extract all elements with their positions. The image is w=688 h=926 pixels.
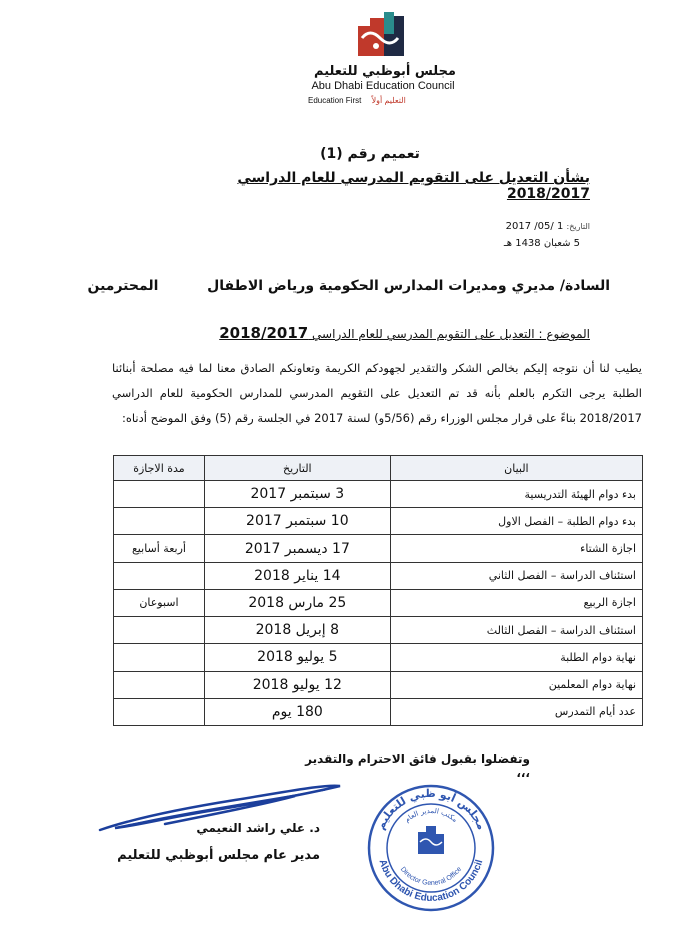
header-date: التاريخ [204,456,390,481]
header-duration: مدة الاجازة [114,456,205,481]
cell-date: 180 يوم [204,698,390,725]
closing-line: وتفضلوا بقبول فائق الاحترام والتقدير ،،، [305,752,530,780]
cell-date: 8 إبريل 2018 [204,617,390,644]
cell-duration [114,644,205,671]
cell-date: 10 سبتمبر 2017 [204,508,390,535]
table-header-row [114,456,643,481]
svg-text:Director General Office [399,866,463,887]
calendar-table [113,455,643,726]
table-row [114,508,643,535]
stamp-inner-arabic: مكتب المدير العام [403,806,459,824]
cell-statement: بدء دوام الطلبة – الفصل الاول [390,508,642,535]
cell-duration [114,562,205,589]
cell-statement: اجازة الشتاء [390,535,642,562]
official-stamp [366,778,496,918]
svg-text:مكتب المدير العام [403,807,459,824]
table-row [114,481,643,508]
cell-duration [114,481,205,508]
table-row [114,562,643,589]
table-row [114,644,643,671]
date-hijri: 5 شعبان 1438 هـ [503,238,580,249]
cell-duration [114,671,205,698]
cell-statement: استئناف الدراسة – الفصل الثالث [390,617,642,644]
stamp-outer-english: Abu Dhabi Education Council [376,858,486,905]
motto [308,96,468,105]
adec-logo [340,8,420,64]
table-row [114,617,643,644]
body-paragraph: يطيب لنا أن نتوجه إليكم بخالص الشكر والتقدير لجهودكم الكريمة وتعاونكم الصادق معنا لما فيه مصلحة أبنائنا الطلبة يرجى التكرم بالعلم بأنه قد تم التعديل على التقويم المدرسي للمدارس الحكومية للعام الدراسي 2018/2017 بناءً على قرار مجلس الوزراء رقم (5/56و) لسنة 2017 في الجلسة رقم (5) وفق الموضح أدناه: [112,361,642,425]
table-row [114,671,643,698]
cell-duration [114,698,205,725]
cell-duration [114,508,205,535]
circular-subject: بشأن التعديل على التقويم المدرسي للعام الدراسي 2018/2017 [237,170,590,202]
motto-english: Education First [308,96,362,105]
cell-statement: نهاية دوام المعلمين [390,671,642,698]
date-gregorian-value: 1 /05/ 2017 [505,221,564,232]
sender-name: د. علي راشد النعيمي [196,821,320,835]
cell-date: 14 يناير 2018 [204,562,390,589]
council-name-arabic: مجلس أبوظبي للتعليم [314,64,456,79]
stamp-inner-english: Director General Office [398,865,464,888]
cell-date: 17 ديسمبر 2017 [204,535,390,562]
table-row [114,589,643,616]
cell-date: 25 مارس 2018 [204,589,390,616]
cell-date: 12 يوليو 2018 [204,671,390,698]
date-gregorian [440,221,590,232]
subject-year: 2018/2017 [219,324,309,342]
circular-number: تعميم رقم (1) [320,146,420,162]
subject-text: الموضوع : التعديل على التقويم المدرسي للعام الدراسي [312,327,590,341]
stamp-emblem-icon [418,826,444,854]
cell-statement: بدء دوام الهيئة التدريسية [390,481,642,508]
table-row [114,535,643,562]
cell-statement: عدد أيام التمدرس [390,698,642,725]
addressee: السادة/ مديري ومديرات المدارس الحكومية ورياض الاطفال المحترمين [87,278,610,294]
table-row [114,698,643,725]
cell-duration: أربعة أسابيع [114,535,205,562]
cell-duration [114,617,205,644]
date-label: التاريخ: [566,222,590,231]
cell-statement: استئناف الدراسة – الفصل الثاني [390,562,642,589]
header-statement: البيان [390,456,642,481]
motto-arabic: التعليم أولاً [371,96,406,105]
cell-statement: نهاية دوام الطلبة [390,644,642,671]
subject-line [200,324,590,342]
cell-date: 5 يوليو 2018 [204,644,390,671]
council-name-english: Abu Dhabi Education Council [311,80,455,92]
stamp-outer-arabic: مجلس أبو ظبي للتعليم [373,786,489,832]
cell-statement: اجازة الربيع [390,589,642,616]
cell-duration: اسبوعان [114,589,205,616]
sender-title: مدير عام مجلس أبوظبي للتعليم [117,848,320,863]
cell-date: 3 سبتمبر 2017 [204,481,390,508]
